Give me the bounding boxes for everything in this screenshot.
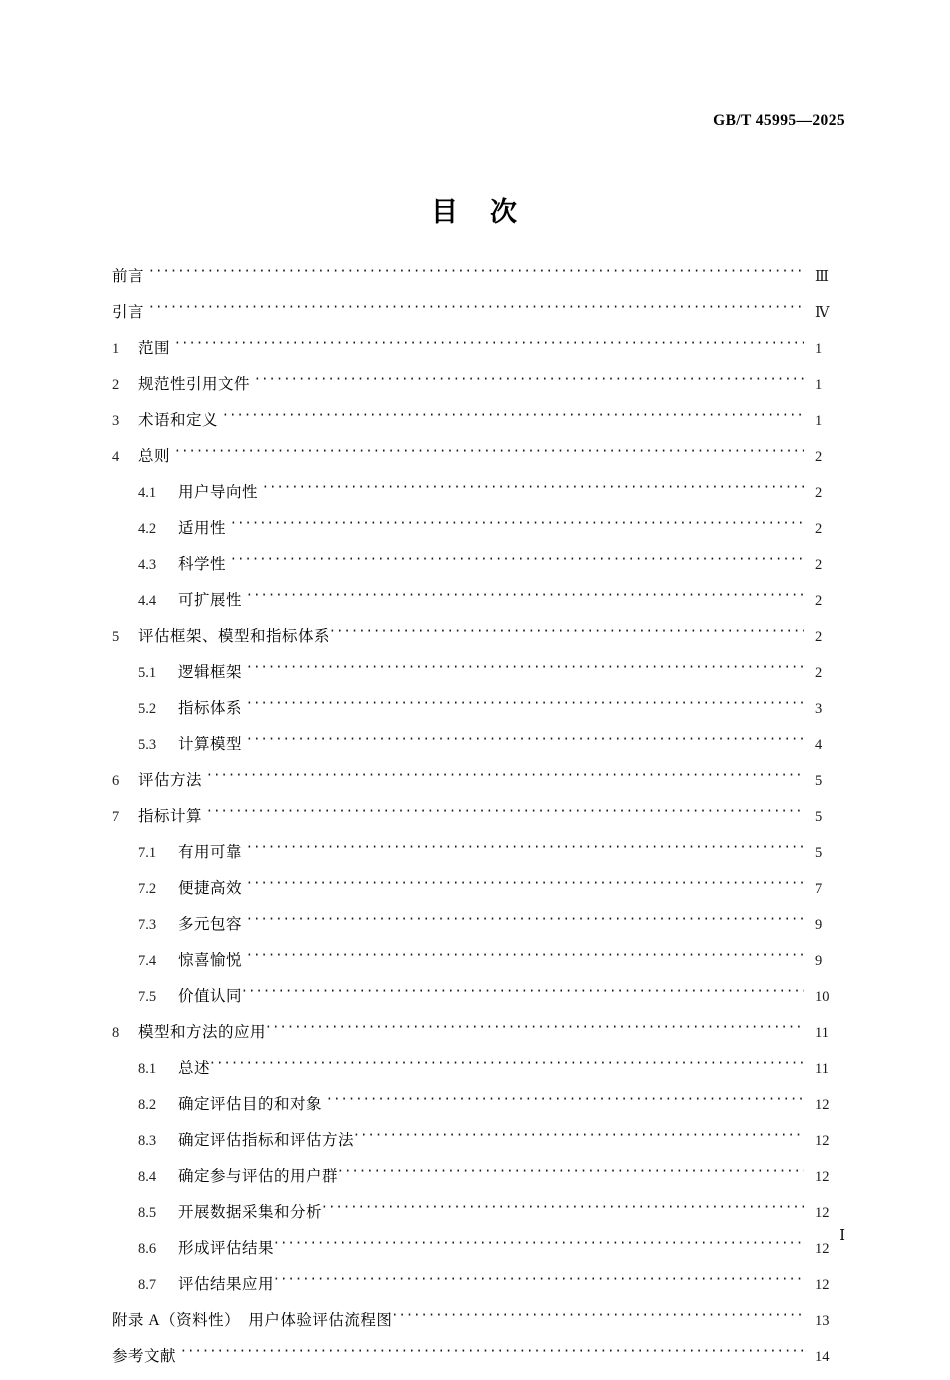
toc-entry-label: 总述 [178, 1060, 211, 1077]
toc-dot-leader [175, 446, 804, 462]
toc-entry[interactable] [112, 1056, 845, 1092]
toc-entry-number: 5.1 [138, 665, 157, 681]
toc-entry-number: 8.5 [138, 1205, 157, 1221]
toc-entry-number: 4 [112, 449, 120, 465]
toc-entry[interactable] [112, 300, 845, 336]
toc-entry-number: 2 [112, 377, 120, 393]
toc-entry-number: 4.2 [138, 521, 157, 537]
toc-entry-page-number: 2 [815, 557, 823, 573]
toc-entry[interactable] [112, 984, 845, 1020]
toc-entry[interactable] [112, 264, 845, 300]
toc-entry-page-number: 12 [815, 1241, 830, 1257]
toc-dot-leader [330, 626, 804, 642]
toc-entry-number: 7.1 [138, 845, 157, 861]
toc-entry-page-number: 12 [815, 1169, 830, 1185]
toc-entry-number: 8.2 [138, 1097, 157, 1113]
page-title-char-2: 次 [490, 197, 519, 228]
toc-entry-page-number: 2 [815, 665, 823, 681]
toc-entry[interactable] [112, 804, 845, 840]
toc-entry[interactable] [112, 1128, 845, 1164]
toc-entry-number: 8.1 [138, 1061, 157, 1077]
toc-entry-label: 形成评估结果 [178, 1240, 275, 1257]
toc-dot-leader [247, 878, 804, 894]
toc-entry-number: 7.2 [138, 881, 157, 897]
toc-entry-number: 8.4 [138, 1169, 157, 1185]
toc-entry-label: 科学性 [178, 556, 227, 573]
toc-entry-label: 范围 [138, 340, 171, 357]
toc-dot-leader [181, 1346, 804, 1362]
toc-entry-label: 规范性引用文件 [138, 376, 251, 393]
toc-dot-leader [207, 770, 804, 786]
toc-entry-page-number: 12 [815, 1097, 830, 1113]
toc-entry[interactable] [112, 1092, 845, 1128]
toc-entry-label: 确定评估指标和评估方法 [178, 1132, 355, 1149]
toc-entry-number: 5 [112, 629, 120, 645]
toc-entry-page-number: 5 [815, 809, 823, 825]
toc-entry-label: 多元包容 [178, 916, 243, 933]
toc-entry-label: 适用性 [178, 520, 227, 537]
table-of-contents [112, 264, 845, 1380]
toc-entry-label: 指标计算 [138, 808, 203, 825]
toc-entry-page-number: 12 [815, 1277, 830, 1293]
toc-entry[interactable] [112, 480, 845, 516]
toc-dot-leader [149, 266, 804, 282]
toc-entry-label: 确定评估目的和对象 [178, 1096, 323, 1113]
toc-entry-number: 4.4 [138, 593, 157, 609]
toc-entry[interactable] [112, 588, 845, 624]
toc-entry-page-number: 1 [815, 413, 823, 429]
toc-entry-page-number: 7 [815, 881, 823, 897]
toc-entry-number: 5.3 [138, 737, 157, 753]
toc-dot-leader [175, 338, 804, 354]
toc-entry-page-number: 2 [815, 521, 823, 537]
toc-entry-number: 6 [112, 773, 120, 789]
toc-entry-label: 评估方法 [138, 772, 203, 789]
toc-entry[interactable] [112, 624, 845, 660]
toc-entry-page-number: 11 [815, 1025, 829, 1041]
page-title-char-1: 目 [431, 197, 460, 228]
toc-entry-label: 确定参与评估的用户群 [178, 1168, 339, 1185]
toc-entry-page-number: 2 [815, 449, 823, 465]
toc-entry-label: 参考文献 [112, 1348, 177, 1365]
toc-entry-page-number: 1 [815, 341, 823, 357]
toc-entry-label: 价值认同 [178, 988, 243, 1005]
toc-dot-leader [149, 302, 804, 318]
toc-dot-leader [247, 950, 804, 966]
toc-entry-number: 7.3 [138, 917, 157, 933]
toc-entry[interactable] [112, 1164, 845, 1200]
toc-entry-page-number: 2 [815, 629, 823, 645]
toc-entry-number: 8.6 [138, 1241, 157, 1257]
toc-entry-label: 评估框架、模型和指标体系 [138, 628, 331, 645]
toc-entry-page-number: 13 [815, 1313, 830, 1329]
toc-entry-label: 引言 [112, 304, 145, 321]
toc-entry-page-number: 12 [815, 1205, 830, 1221]
toc-entry-number: 8.3 [138, 1133, 157, 1149]
toc-dot-leader [247, 734, 804, 750]
toc-dot-leader [274, 1274, 804, 1290]
toc-entry-label: 逻辑框架 [178, 664, 243, 681]
toc-entry-page-number: 5 [815, 773, 823, 789]
toc-dot-leader [247, 914, 804, 930]
toc-dot-leader [242, 986, 804, 1002]
toc-dot-leader [392, 1310, 804, 1326]
toc-entry-number: 5.2 [138, 701, 157, 717]
toc-dot-leader [223, 410, 804, 426]
page-folio: Ⅰ [839, 1228, 845, 1244]
toc-entry[interactable] [112, 336, 845, 372]
toc-dot-leader [247, 662, 804, 678]
toc-dot-leader [322, 1202, 804, 1218]
toc-entry[interactable] [112, 444, 845, 480]
toc-entry[interactable] [112, 660, 845, 696]
toc-entry-number: 8.7 [138, 1277, 157, 1293]
toc-entry-page-number: 2 [815, 485, 823, 501]
toc-dot-leader [231, 518, 804, 534]
toc-dot-leader [255, 374, 804, 390]
toc-entry-page-number: 14 [815, 1349, 830, 1365]
toc-entry-label: 模型和方法的应用 [138, 1024, 267, 1041]
toc-dot-leader [266, 1022, 804, 1038]
toc-dot-leader [247, 698, 804, 714]
toc-entry-label: 计算模型 [178, 736, 243, 753]
toc-dot-leader [210, 1058, 804, 1074]
toc-entry[interactable] [112, 948, 845, 984]
toc-entry[interactable] [112, 516, 845, 552]
toc-entry-label: 便捷高效 [178, 880, 243, 897]
toc-entry-label: 开展数据采集和分析 [178, 1204, 323, 1221]
toc-entry-label: 评估结果应用 [178, 1276, 275, 1293]
toc-entry-label: 惊喜愉悦 [178, 952, 243, 969]
toc-dot-leader [207, 806, 804, 822]
toc-entry[interactable] [112, 1020, 845, 1056]
toc-entry[interactable] [112, 912, 845, 948]
toc-entry[interactable] [112, 732, 845, 768]
toc-entry[interactable] [112, 1344, 845, 1380]
toc-dot-leader [263, 482, 804, 498]
toc-entry-number: 7.4 [138, 953, 157, 969]
toc-entry-number: 7 [112, 809, 120, 825]
toc-entry-page-number: 5 [815, 845, 823, 861]
toc-entry-number: 4.1 [138, 485, 157, 501]
toc-entry-number: 4.3 [138, 557, 157, 573]
toc-entry-page-number: 11 [815, 1061, 829, 1077]
toc-dot-leader [354, 1130, 804, 1146]
toc-entry-label: 术语和定义 [138, 412, 219, 429]
toc-entry-label: 有用可靠 [178, 844, 243, 861]
toc-entry-page-number: 9 [815, 953, 823, 969]
toc-entry-number: 1 [112, 341, 120, 357]
toc-entry[interactable] [112, 372, 845, 408]
toc-entry-page-number: Ⅳ [815, 305, 829, 321]
toc-entry-number: 8 [112, 1025, 120, 1041]
toc-entry-label: 总则 [138, 448, 171, 465]
page-title [0, 190, 950, 229]
toc-entry-label: 附录 A（资料性） 用户体验评估流程图 [112, 1312, 393, 1329]
toc-dot-leader [338, 1166, 804, 1182]
toc-entry[interactable] [112, 552, 845, 588]
toc-entry-page-number: Ⅲ [815, 269, 829, 285]
toc-entry-number: 7.5 [138, 989, 157, 1005]
toc-entry-label: 前言 [112, 268, 145, 285]
toc-dot-leader [247, 590, 804, 606]
toc-entry-page-number: 1 [815, 377, 823, 393]
toc-entry[interactable] [112, 408, 845, 444]
toc-entry[interactable] [112, 876, 845, 912]
toc-entry-page-number: 9 [815, 917, 823, 933]
toc-entry-label: 用户导向性 [178, 484, 259, 501]
toc-entry[interactable] [112, 1272, 845, 1308]
toc-entry[interactable] [112, 696, 845, 732]
toc-entry-page-number: 12 [815, 1133, 830, 1149]
toc-entry-label: 可扩展性 [178, 592, 243, 609]
toc-entry[interactable] [112, 1308, 845, 1344]
toc-entry-page-number: 2 [815, 593, 823, 609]
toc-entry-number: 3 [112, 413, 120, 429]
toc-dot-leader [247, 842, 804, 858]
running-header-standard-code: GB/T 45995—2025 [713, 112, 845, 129]
toc-entry-label: 指标体系 [178, 700, 243, 717]
toc-entry[interactable] [112, 768, 845, 804]
toc-entry-page-number: 4 [815, 737, 823, 753]
toc-entry-page-number: 3 [815, 701, 823, 717]
toc-dot-leader [327, 1094, 804, 1110]
toc-dot-leader [231, 554, 804, 570]
toc-entry-page-number: 10 [815, 989, 830, 1005]
toc-entry[interactable] [112, 840, 845, 876]
